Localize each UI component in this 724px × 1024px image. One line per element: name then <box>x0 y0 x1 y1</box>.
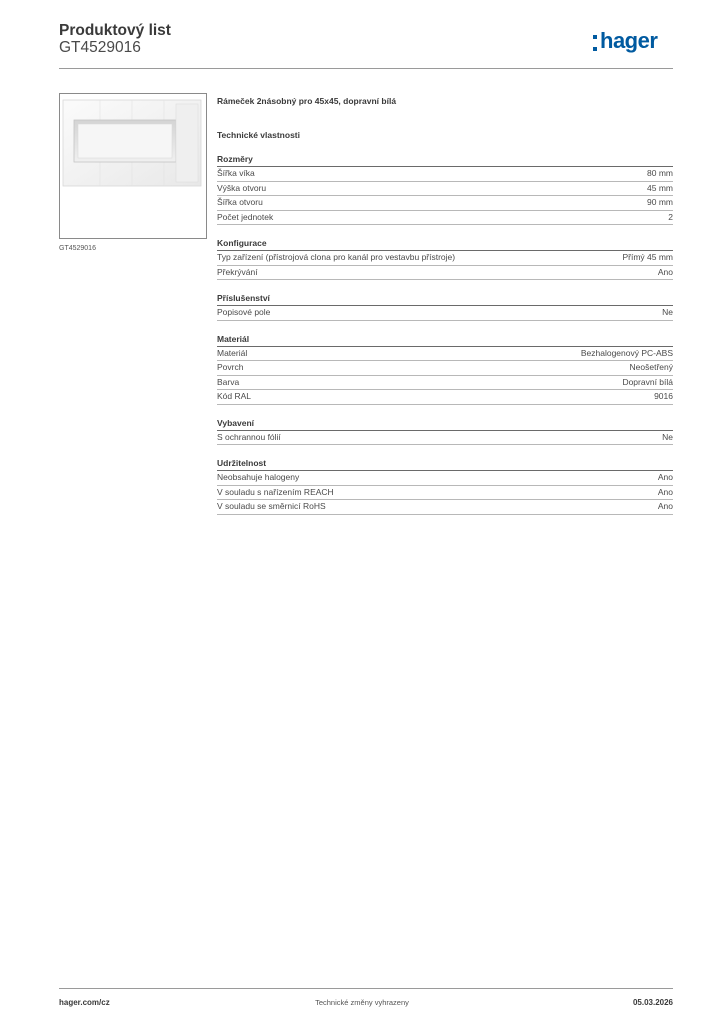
spec-label: Kód RAL <box>217 391 252 401</box>
section-equipment <box>217 417 673 446</box>
section-material <box>217 333 673 405</box>
section-heading: Materiál <box>217 333 673 347</box>
spec-row <box>217 361 673 376</box>
footer-notice: Technické změny vyhrazeny <box>315 998 409 1007</box>
section-heading: Příslušenství <box>217 292 673 306</box>
section-heading: Konfigurace <box>217 237 673 251</box>
spec-row <box>217 471 673 486</box>
spec-value: 9016 <box>654 391 673 401</box>
spec-value: Ano <box>657 486 673 497</box>
spec-value: 80 mm <box>647 168 673 178</box>
spec-row <box>217 266 673 281</box>
spec-value: 90 mm <box>647 197 673 207</box>
footer-website: hager.com/cz <box>59 998 110 1007</box>
spec-row <box>217 431 673 446</box>
section-heading: Vybavení <box>217 417 673 431</box>
section-accessories <box>217 292 673 321</box>
section-heading: Rozměry <box>217 153 673 167</box>
spec-row <box>217 182 673 197</box>
spec-value: Ne <box>662 307 673 317</box>
section-sustainability <box>217 457 673 515</box>
product-code: GT4529016 <box>59 39 141 56</box>
product-title: Rámeček 2násobný pro 45x45, dopravní bílá <box>217 96 397 106</box>
spec-row <box>217 306 673 321</box>
spec-label: Typ zařízení (přístrojová clona pro kanál pro vestavbu přístroje) <box>217 252 456 262</box>
section-dimensions <box>217 153 673 225</box>
spec-row <box>217 196 673 211</box>
section-heading: Udržitelnost <box>217 457 673 471</box>
spec-row <box>217 167 673 182</box>
spec-value: Bezhalogenový PC-ABS <box>580 347 673 358</box>
spec-label: Popisové pole <box>217 307 271 317</box>
spec-label: Materiál <box>217 347 248 358</box>
spec-label: Neobsahuje halogeny <box>217 472 300 482</box>
footer-divider <box>59 988 673 989</box>
spec-value: Přímý 45 mm <box>622 252 673 262</box>
product-image <box>59 93 207 239</box>
spec-label: Překrývání <box>217 266 258 277</box>
spec-row <box>217 251 673 266</box>
spec-label: Povrch <box>217 362 244 372</box>
header-divider <box>59 68 673 69</box>
spec-value: Ne <box>662 431 673 442</box>
spec-row <box>217 347 673 362</box>
spec-value: 2 <box>668 211 673 222</box>
spec-label: S ochrannou fólií <box>217 431 281 442</box>
spec-value: Neošetřený <box>629 362 673 372</box>
spec-label: Šířka otvoru <box>217 197 263 207</box>
spec-label: Barva <box>217 376 240 387</box>
section-configuration <box>217 237 673 280</box>
logo-text: hager <box>600 28 658 53</box>
spec-label: Počet jednotek <box>217 211 274 222</box>
logo-colon-icon <box>593 35 598 51</box>
footer-date: 05.03.2026 <box>632 998 673 1007</box>
spec-label: V souladu se směrnicí RoHS <box>217 501 326 511</box>
spec-value: Ano <box>657 472 673 482</box>
spec-row <box>217 211 673 226</box>
spec-value: Dopravní bílá <box>622 376 673 387</box>
spec-label: Výška otvoru <box>217 182 267 193</box>
spec-row <box>217 500 673 515</box>
spec-value: 45 mm <box>647 182 673 193</box>
spec-row <box>217 486 673 501</box>
page-title: Produktový list <box>59 22 171 39</box>
spec-value: Ano <box>657 501 673 511</box>
spec-row <box>217 390 673 405</box>
image-caption: GT4529016 <box>59 245 96 252</box>
spec-label: Šířka víka <box>217 168 255 178</box>
spec-value: Ano <box>657 266 673 277</box>
spec-content <box>217 95 673 515</box>
spec-row <box>217 376 673 391</box>
spec-label: V souladu s nařízením REACH <box>217 486 334 497</box>
tech-properties-heading: Technické vlastnosti <box>217 130 300 140</box>
hager-logo <box>593 29 657 53</box>
frame-product-icon <box>60 94 206 238</box>
